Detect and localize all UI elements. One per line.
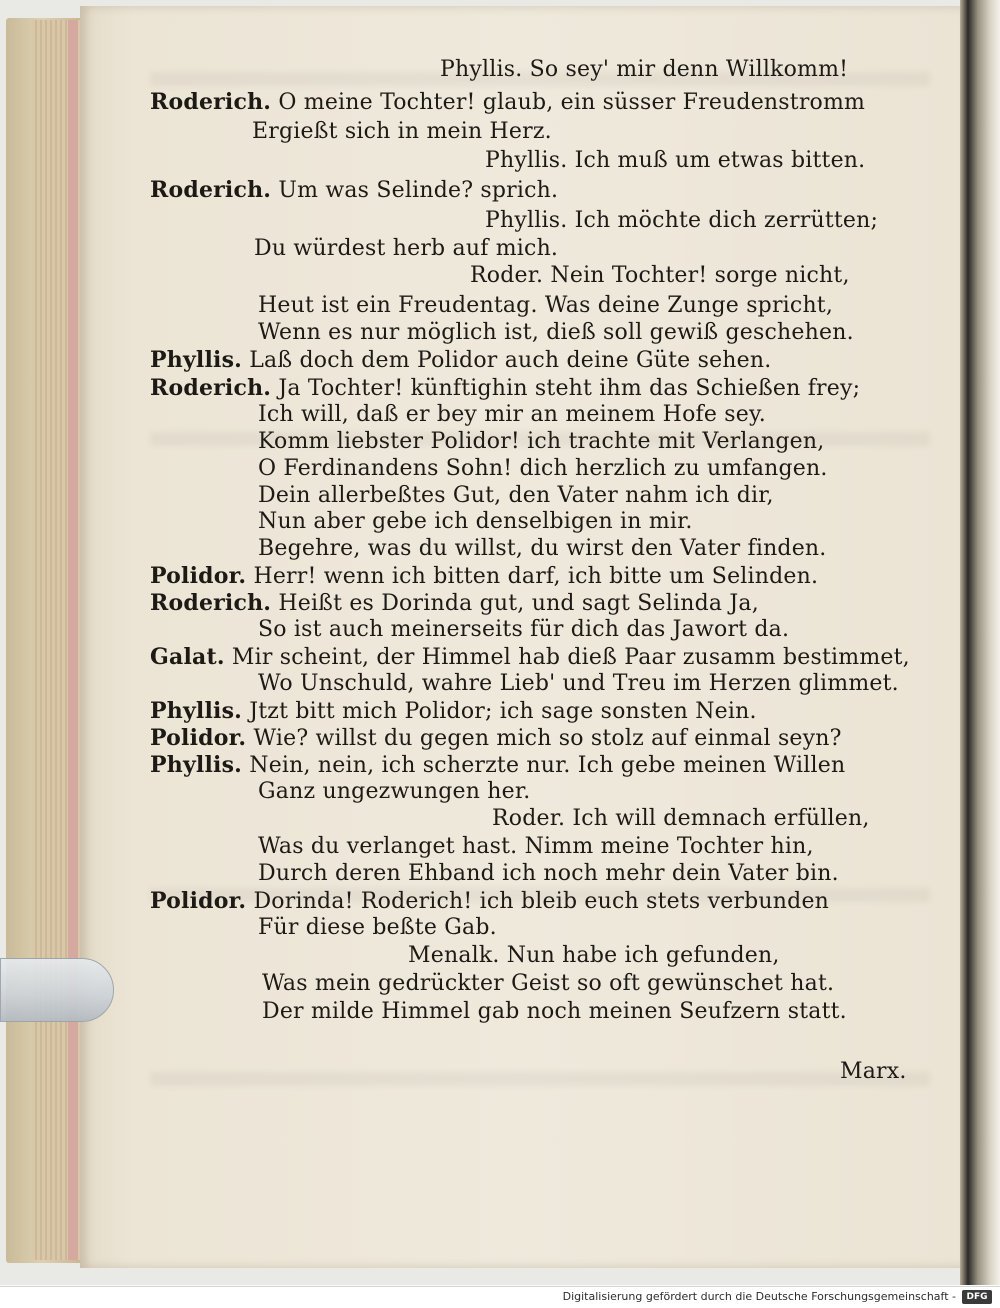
text-line xyxy=(150,887,829,916)
text-line xyxy=(258,428,824,456)
text-line xyxy=(470,262,850,290)
line-text: Der milde Himmel gab noch meinen Seufzern statt. xyxy=(262,999,847,1024)
line-text: O meine Tochter! glaub, ein süsser Freudenstromm xyxy=(278,90,866,115)
speaker-name: Phyllis. xyxy=(150,347,243,373)
line-text: Wo Unschuld, wahre Lieb' und Treu im Herzen glimmet. xyxy=(258,671,899,696)
line-text: Ganz ungezwungen her. xyxy=(258,779,531,804)
line-text: Was du verlanget hast. Nimm meine Tochter hin, xyxy=(258,834,814,859)
line-text: Menalk. Nun habe ich gefunden, xyxy=(408,943,780,968)
line-text: Herr! wenn ich bitten darf, ich bitte um Selinden. xyxy=(253,564,819,589)
text-line xyxy=(485,207,878,235)
text-line xyxy=(258,860,839,888)
text-line xyxy=(258,482,774,510)
line-text: Dorinda! Roderich! ich bleib euch stets verbunden xyxy=(253,889,830,914)
speaker-name: Polidor. xyxy=(150,888,247,914)
book-right-edge xyxy=(960,0,1000,1285)
text-line xyxy=(150,374,860,403)
line-text: Roder. Ich will demnach erfüllen, xyxy=(492,806,870,831)
line-text: Ich will, daß er bey mir an meinem Hofe sey. xyxy=(258,402,766,427)
line-text: Ergießt sich in mein Herz. xyxy=(252,119,552,144)
text-line xyxy=(258,914,497,942)
line-text: Wie? willst du gegen mich so stolz auf einmal seyn? xyxy=(253,726,842,751)
line-text: Roder. Nein Tochter! sorge nicht, xyxy=(470,263,850,288)
speaker-name: Polidor. xyxy=(150,563,247,589)
line-text: Nein, nein, ich scherzte nur. Ich gebe meinen Willen xyxy=(249,753,846,778)
text-line xyxy=(258,833,814,861)
line-text: O Ferdinandens Sohn! dich herzlich zu umfangen. xyxy=(258,456,828,481)
line-text: Jtzt bitt mich Polidor; ich sage sonsten Nein. xyxy=(249,699,757,724)
speaker-name: Galat. xyxy=(150,644,225,670)
bookmark-tab xyxy=(0,958,114,1022)
footer-bar xyxy=(0,1286,1000,1308)
line-text: Heut ist ein Freudentag. Was deine Zunge spricht, xyxy=(258,293,834,318)
speaker-name: Polidor. xyxy=(150,725,247,751)
bleed-through xyxy=(150,1072,930,1086)
text-line xyxy=(485,147,865,175)
text-line xyxy=(150,176,558,205)
text-line xyxy=(440,56,848,84)
text-line xyxy=(150,346,771,375)
text-line xyxy=(150,88,865,117)
line-text: Nun aber gebe ich denselbigen in mir. xyxy=(258,509,693,534)
funding-notice: Digitalisierung gefördert durch die Deutsche Forschungsgemeinschaft - xyxy=(562,1290,956,1303)
text-line xyxy=(408,942,780,970)
text-line xyxy=(258,670,899,698)
text-line xyxy=(258,401,766,429)
line-text: Ja Tochter! künftighin steht ihm das Schießen frey; xyxy=(278,376,861,401)
text-line xyxy=(254,235,558,263)
catchword: Marx. xyxy=(840,1059,907,1084)
speaker-name: Phyllis. xyxy=(150,752,243,778)
speaker-name: Roderich. xyxy=(150,177,272,203)
speaker-name: Phyllis. xyxy=(150,698,243,724)
text-line xyxy=(150,724,842,753)
line-text: Für diese beßte Gab. xyxy=(258,915,497,940)
line-text: Komm liebster Polidor! ich trachte mit Verlangen, xyxy=(258,429,825,454)
line-text: Begehre, was du willst, du wirst den Vater finden. xyxy=(258,536,827,561)
text-line xyxy=(262,970,834,998)
line-text: Laß doch dem Polidor auch deine Güte sehen. xyxy=(249,348,772,373)
line-text: Durch deren Ehband ich noch mehr dein Vater bin. xyxy=(258,861,839,886)
text-line xyxy=(252,118,552,146)
line-text: Phyllis. So sey' mir denn Willkomm! xyxy=(440,57,849,82)
text-line xyxy=(258,508,693,536)
speaker-name: Roderich. xyxy=(150,590,272,616)
line-text: Phyllis. Ich muß um etwas bitten. xyxy=(485,148,866,173)
text-line xyxy=(150,589,759,618)
line-text: Phyllis. Ich möchte dich zerrütten; xyxy=(485,208,879,233)
dfg-logo: DFG xyxy=(962,1290,992,1304)
line-text: Dein allerbeßtes Gut, den Vater nahm ich dir, xyxy=(258,483,774,508)
text-line xyxy=(258,455,828,483)
text-line xyxy=(258,292,833,320)
speaker-name: Roderich. xyxy=(150,375,272,401)
text-line xyxy=(150,643,910,672)
line-text: So ist auch meinerseits für dich das Jawort da. xyxy=(258,617,790,642)
text-line xyxy=(258,535,827,563)
line-text: Mir scheint, der Himmel hab dieß Paar zusamm bestimmet, xyxy=(231,645,910,670)
text-line xyxy=(258,319,854,347)
line-text: Um was Selinde? sprich. xyxy=(278,178,559,203)
text-line xyxy=(258,778,530,806)
line-text: Heißt es Dorinda gut, und sagt Selinda Ja, xyxy=(278,591,759,616)
text-line xyxy=(258,616,789,644)
text-line xyxy=(150,562,818,591)
text-line xyxy=(150,751,845,780)
line-text: Wenn es nur möglich ist, dieß soll gewiß geschehen. xyxy=(258,320,854,345)
line-text: Du würdest herb auf mich. xyxy=(254,236,559,261)
text-line xyxy=(492,805,870,833)
text-line xyxy=(262,998,847,1026)
text-line xyxy=(150,697,757,726)
line-text: Was mein gedrückter Geist so oft gewünschet hat. xyxy=(262,971,835,996)
speaker-name: Roderich. xyxy=(150,89,272,115)
red-page-edge xyxy=(68,20,78,1260)
